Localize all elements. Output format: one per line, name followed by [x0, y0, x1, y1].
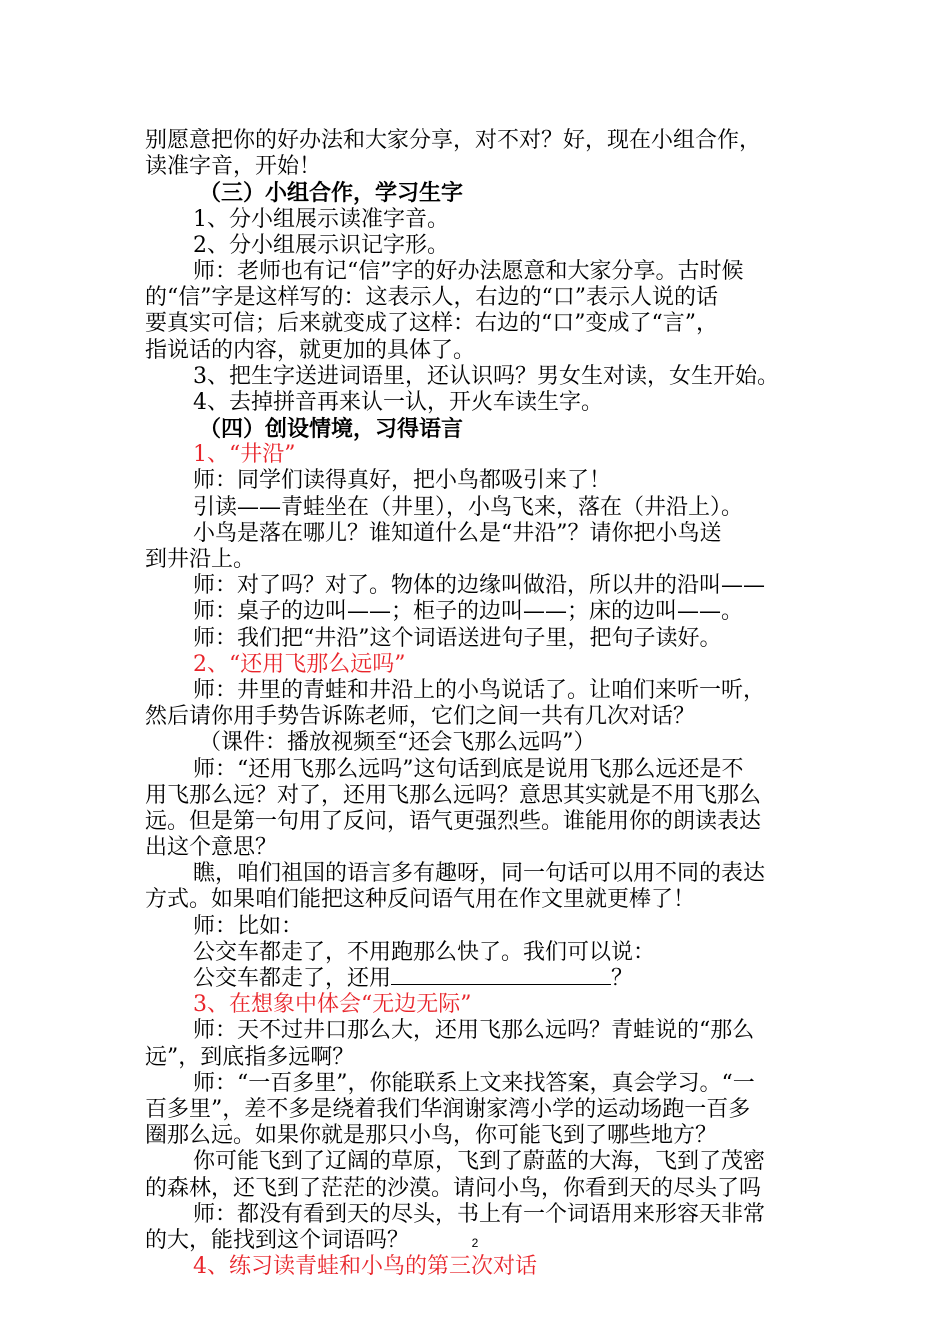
section-heading: （三）小组合作，学习生字	[199, 180, 464, 207]
paragraph-line: 远。但是第一句用了反问，语气更强烈些。谁能用你的朗读表达	[145, 808, 762, 834]
paragraph-line: 读准字音，开始！	[145, 154, 322, 180]
paragraph-line: 的大，能找到这个词语吗？	[145, 1227, 410, 1253]
paragraph-line: 圈那么远。如果你就是那只小鸟，你可能飞到了哪些地方？	[145, 1123, 718, 1149]
subheading-red: 3、在想象中体会“无边无际”	[193, 992, 472, 1018]
paragraph-line: 远”，到底指多远啊？	[145, 1044, 355, 1070]
paragraph-line: 指说话的内容，就更加的具体了。	[145, 337, 476, 363]
paragraph-line: 到井沿上。	[145, 547, 256, 572]
paragraph-line: 然后请你用手势告诉陈老师，它们之间一共有几次对话？	[145, 704, 696, 730]
list-item: 1、分小组展示读准字音。	[193, 206, 449, 232]
paragraph-line: 引读——青蛙坐在（井里），小鸟飞来，落在（井沿上）。	[193, 494, 744, 520]
paragraph-line: 小鸟是落在哪儿？谁知道什么是“井沿”？请你把小鸟送	[193, 520, 722, 546]
paragraph-line: 师：比如：	[193, 913, 304, 939]
subheading-red: 2、“还用飞那么远吗”	[193, 651, 406, 677]
list-item: 4、去掉拼音再来认一认，开火车读生字。	[193, 389, 603, 415]
paragraph-line: 师：老师也有记“信”字的好办法愿意和大家分享。古时候	[193, 258, 744, 284]
paragraph-line: 师：“一百多里”，你能联系上文来找答案，真会学习。“一	[193, 1070, 755, 1096]
section-heading: （四）创设情境，习得语言	[199, 416, 464, 443]
paragraph-line: 要真实可信；后来就变成了这样：右边的“口”变成了“言”，	[145, 311, 718, 337]
paragraph-line: 师：我们把“井沿”这个词语送进句子里，把句子读好。	[193, 625, 722, 651]
document-body	[145, 128, 805, 1280]
list-item: 3、把生字送进词语里，还认识吗？男女生对读，女生开始。	[193, 363, 779, 389]
paragraph-line: 出这个意思？	[145, 835, 278, 861]
paragraph-line: 用飞那么远？对了，还用飞那么远吗？意思其实就是不用飞那么	[145, 782, 762, 808]
paragraph-line: 师：都没有看到天的尽头，书上有一个词语用来形容天非常	[193, 1201, 766, 1227]
paragraph-line: 师：同学们读得真好，把小鸟都吸引来了！	[193, 468, 612, 494]
subheading-red: 4、练习读青蛙和小鸟的第三次对话	[193, 1254, 537, 1280]
paragraph-line: 师：天不过井口那么大，还用飞那么远吗？青蛙说的“那么	[193, 1018, 755, 1044]
paragraph-line: 方式。如果咱们能把这种反问语气用在作文里就更棒了！	[145, 887, 696, 913]
list-item: 2、分小组展示识记字形。	[193, 232, 449, 258]
paragraph-line: 瞧，咱们祖国的语言多有趣呀，同一句话可以用不同的表达	[193, 861, 766, 887]
paragraph-line: （课件：播放视频至“还会飞那么远吗”）	[199, 730, 596, 756]
subheading-red: 1、“井沿”	[193, 442, 296, 468]
paragraph-line: 师：井里的青蛙和井沿上的小鸟说话了。让咱们来听一听，	[193, 677, 766, 703]
paragraph-line: 公交车都走了，不用跑那么快了。我们可以说：	[193, 939, 656, 965]
fill-in-suffix: ？	[611, 966, 634, 991]
paragraph-line: 百多里”，差不多是绕着我们华润谢家湾小学的运动场跑一百多	[145, 1096, 751, 1122]
paragraph-line: 的“信”字是这样写的：这表示人，右边的“口”表示人说的话	[145, 285, 718, 311]
paragraph-line: 师：桌子的边叫——；柜子的边叫——；床的边叫——。	[193, 599, 744, 625]
paragraph-line: 师：“还用飞那么远吗”这句话到底是说用飞那么远还是不	[193, 756, 744, 782]
paragraph-line: 你可能飞到了辽阔的草原，飞到了蔚蓝的大海，飞到了茂密	[193, 1149, 766, 1175]
paragraph-line: 的森林，还飞到了茫茫的沙漠。请问小鸟，你看到天的尽头了吗	[145, 1175, 762, 1201]
page-number: 2	[471, 1236, 479, 1250]
fill-in-line	[145, 966, 805, 992]
paragraph-line: 师：对了吗？对了。物体的边缘叫做沿，所以井的沿叫——	[193, 573, 766, 599]
fill-in-prefix: 公交车都走了，还用	[193, 966, 392, 991]
paragraph-line: 别愿意把你的好办法和大家分享，对不对？好，现在小组合作，	[145, 128, 762, 153]
fill-in-blank	[391, 966, 611, 985]
